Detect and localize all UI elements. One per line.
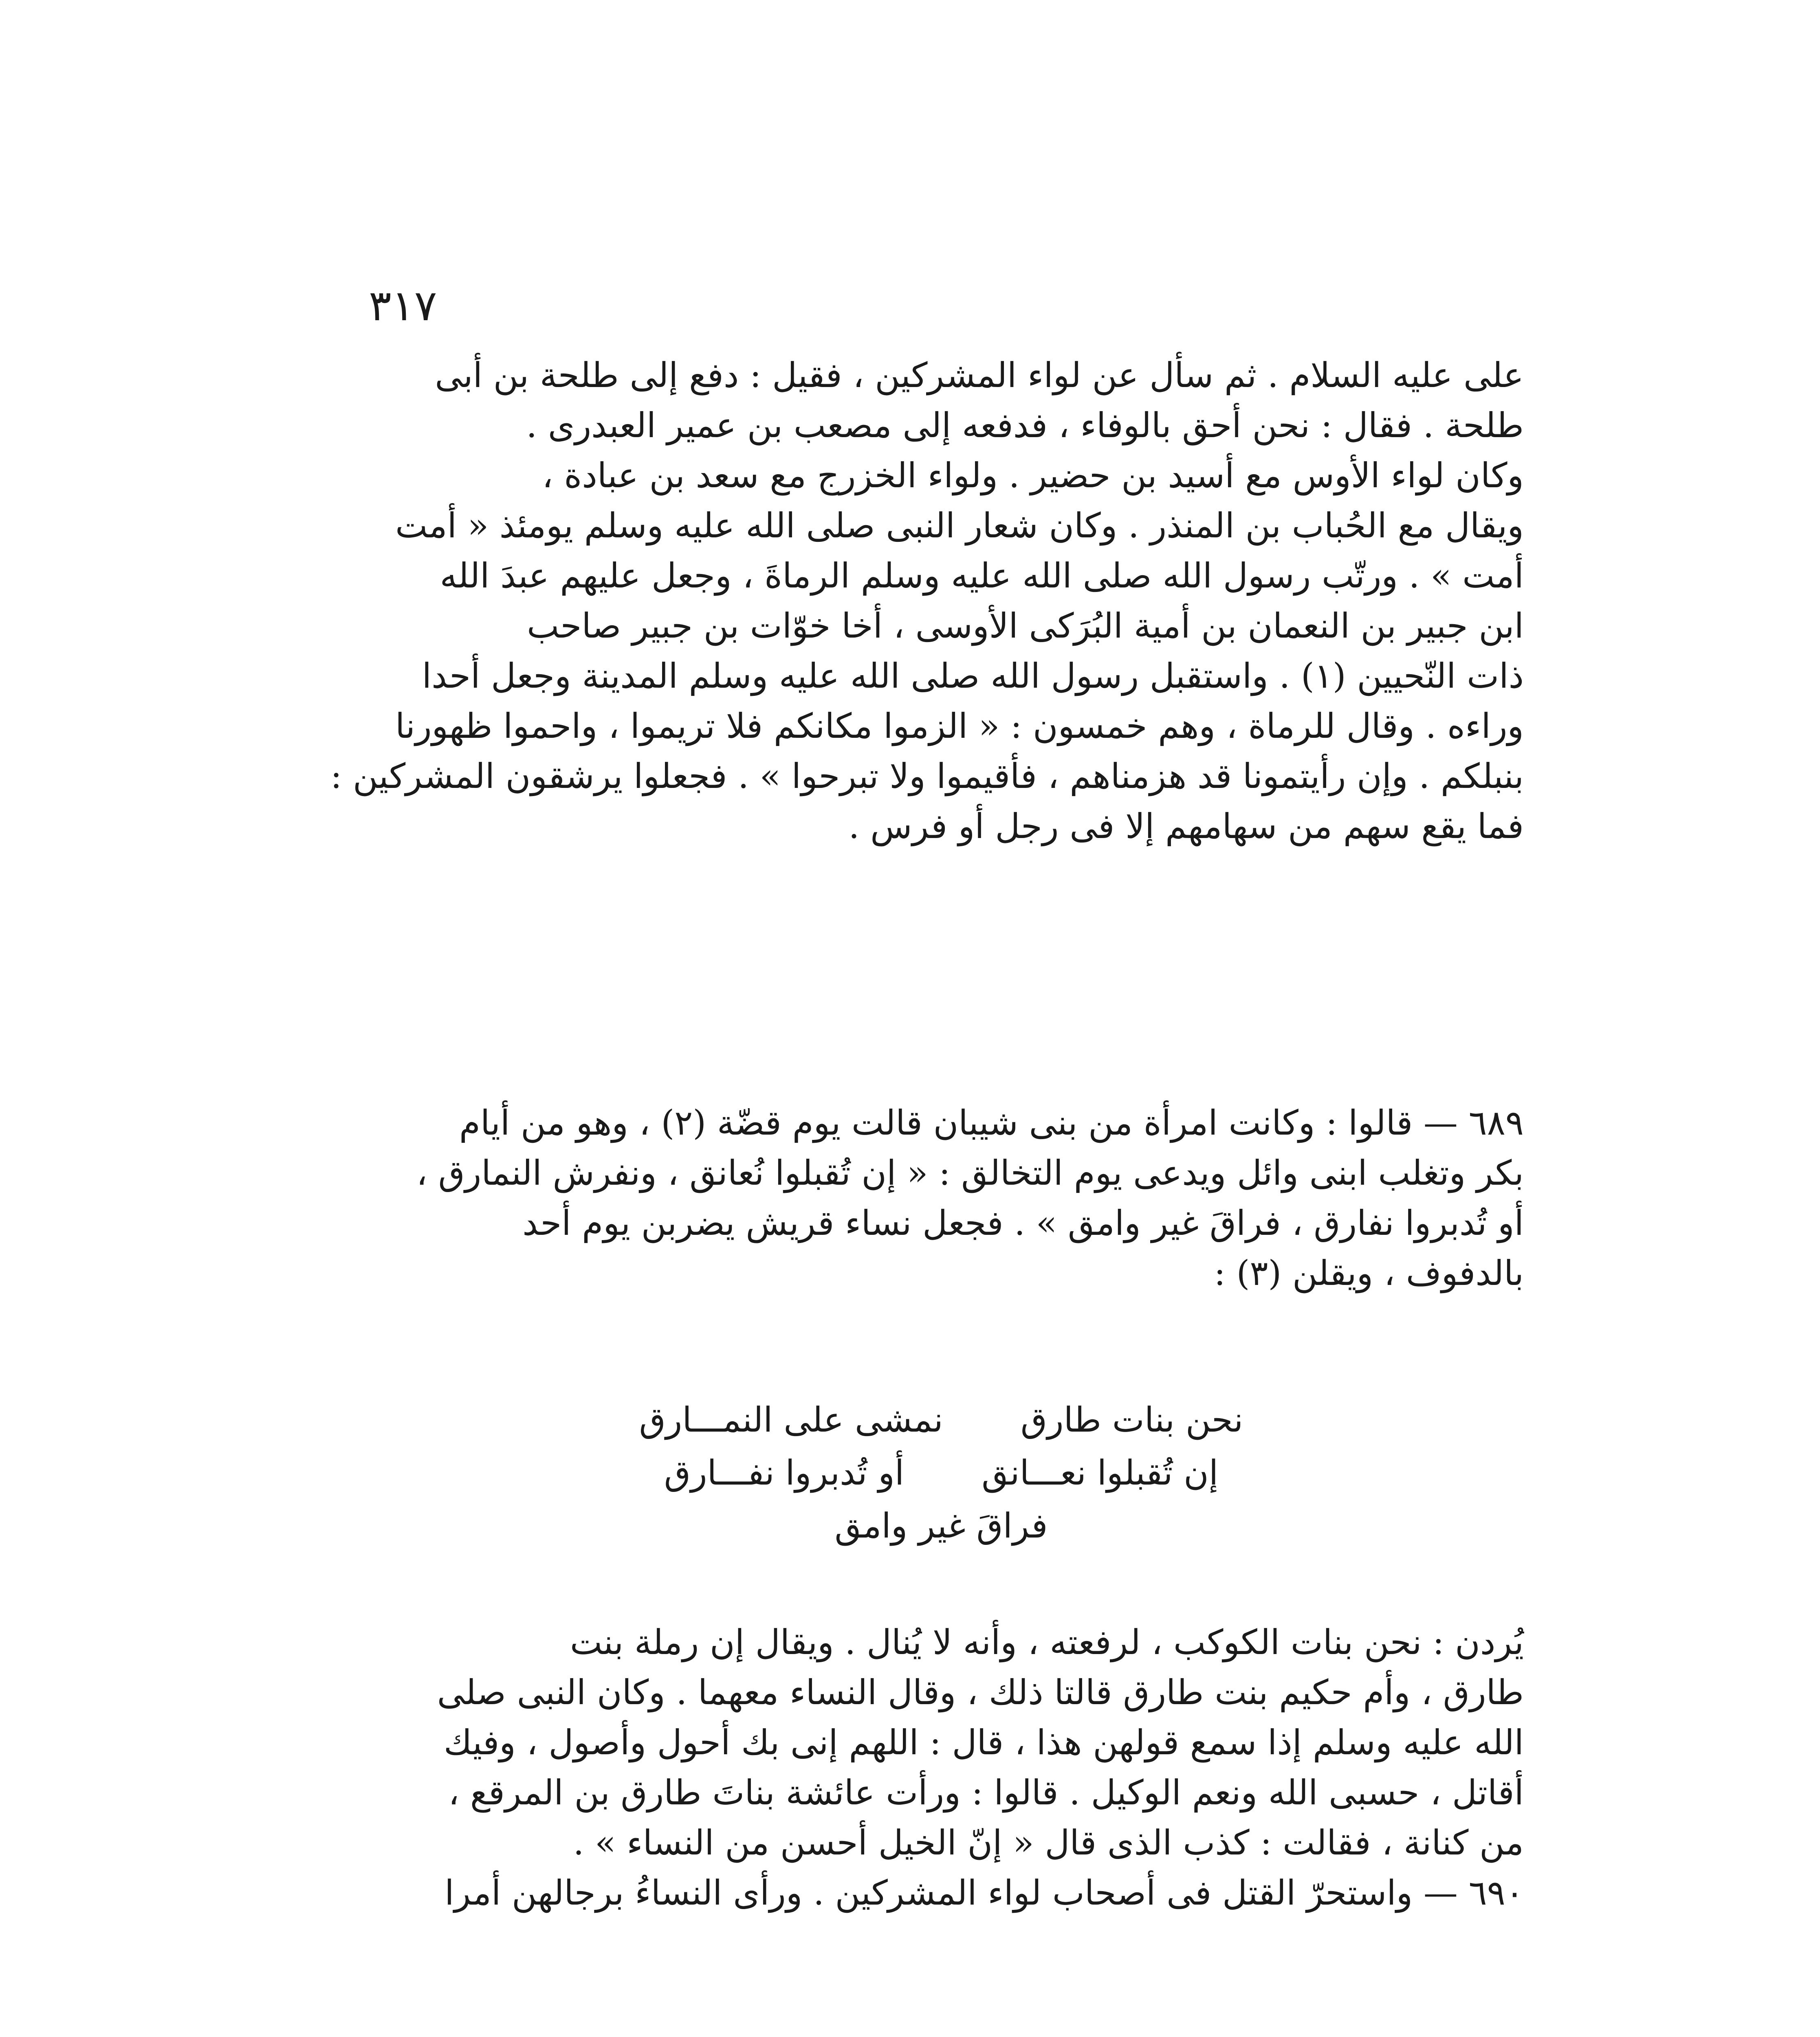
text-line: وراءه . وقال للرماة ، وهم خمسون : « الزموا مكانكم فلا تريموا ، واحموا ظهورنا xyxy=(395,706,1524,746)
text-line: أو تُدبروا نفارق ، فراقَ غير وامق » . فجعل نساء قريش يضربن يوم أحد xyxy=(522,1203,1524,1243)
poem-verse-3: فراقَ غير وامق xyxy=(834,1506,1048,1546)
paragraph-2 xyxy=(359,1098,1524,1298)
text-line: ذات النّحيين (١) . واستقبل رسول الله صلى الله عليه وسلم المدينة وجعل أحدا xyxy=(422,656,1524,696)
paragraph-1 xyxy=(330,350,1524,851)
text-line: وكان لواء الأوس مع أسيد بن حضير . ولواء الخزرج مع سعد بن عبادة ، xyxy=(542,455,1524,495)
poem-verse-2 xyxy=(359,1446,1524,1499)
paragraph-3 xyxy=(359,1617,1524,1918)
poem-verse-1 xyxy=(359,1393,1524,1446)
poem-block xyxy=(359,1393,1524,1552)
text-line: من كنانة ، فقالت : كذب الذى قال « إنّ الخيل أحسن من النساء » . xyxy=(573,1823,1524,1863)
text-line: أمت » . ورتّب رسول الله صلى الله عليه وسلم الرماةَ ، وجعل عليهم عبدَ الله xyxy=(440,556,1524,596)
poem-hemistich: أو تُدبروا نفـــارق xyxy=(664,1453,904,1493)
poem-hemistich: نمشى على النمـــارق xyxy=(639,1400,943,1440)
text-line: ويقال مع الحُباب بن المنذر . وكان شعار النبى صلى الله عليه وسلم يومئذ « أمت xyxy=(395,506,1524,546)
text-line: طلحة . فقال : نحن أحق بالوفاء ، فدفعه إلى مصعب بن عمير العبدرى . xyxy=(526,405,1524,445)
page-number: ٣١٧ xyxy=(369,281,437,330)
text-line: يُردن : نحن بنات الكوكب ، لرفعته ، وأنه لا يُنال . ويقال إن رملة بنت xyxy=(570,1622,1524,1662)
text-line: على عليه السلام . ثم سأل عن لواء المشركين ، فقيل : دفع إلى طلحة بن أبى xyxy=(435,355,1524,395)
text-line: أقاتل ، حسبى الله ونعم الوكيل . قالوا : ورأت عائشة بناتَ طارق بن المرقع ، xyxy=(448,1773,1524,1813)
text-line: بنبلكم . وإن رأيتمونا قد هزمناهم ، فأقيموا ولا تبرحوا » . فجعلوا يرشقون المشركين : xyxy=(330,756,1524,796)
text-line: ٦٩٠ — واستحرّ القتل فى أصحاب لواء المشركين . ورأى النساءُ برجالهن أمرا xyxy=(445,1873,1524,1913)
text-line: بالدفوف ، ويقلن (٣) : xyxy=(1214,1253,1524,1293)
text-line: طارق ، وأم حكيم بنت طارق قالتا ذلك ، وقال النساء معهما . وكان النبى صلى xyxy=(437,1672,1524,1712)
text-line: ابن جبير بن النعمان بن أمية البُرَكى الأوسى ، أخا خوّات بن جبير صاحب xyxy=(527,606,1524,646)
text-line: الله عليه وسلم إذا سمع قولهن هذا ، قال : اللهم إنى بك أحول وأصول ، وفيك xyxy=(443,1722,1524,1762)
text-line: ٦٨٩ — قالوا : وكانت امرأة من بنى شيبان قالت يوم قضّة (٢) ، وهو من أيام xyxy=(459,1103,1524,1143)
poem-hemistich: إن تُقبلوا نعـــانق xyxy=(982,1453,1219,1493)
text-line: بكر وتغلب ابنى وائل ويدعى يوم التخالق : « إن تُقبلوا نُعانق ، ونفرش النمارق ، xyxy=(416,1153,1524,1193)
poem-hemistich: نحن بنات طارق xyxy=(1020,1400,1243,1440)
text-line: فما يقع سهم من سهامهم إلا فى رجل أو فرس . xyxy=(848,806,1524,846)
